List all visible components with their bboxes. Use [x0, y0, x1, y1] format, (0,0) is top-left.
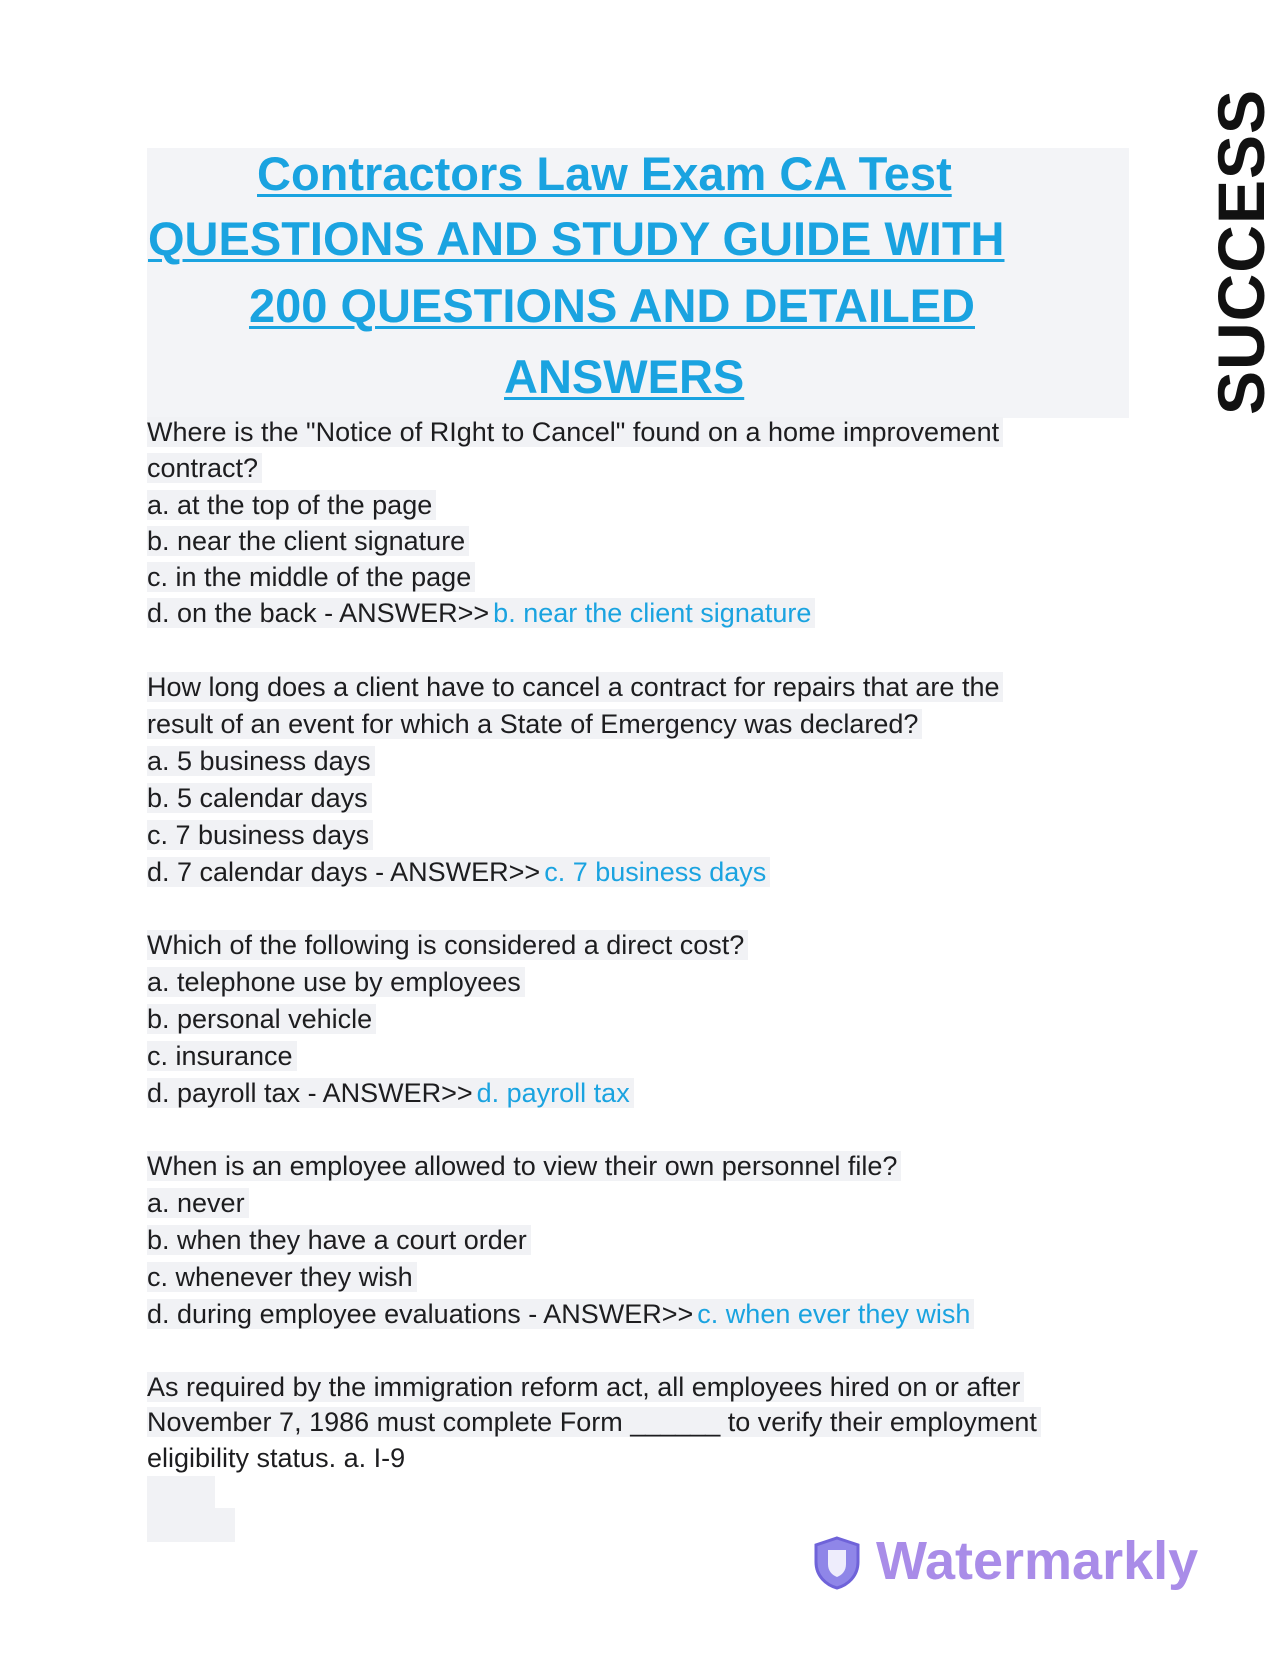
- option-text: d. payroll tax - ANSWER>>: [147, 1078, 477, 1108]
- shield-icon: [812, 1536, 862, 1590]
- question-2-option-d: [147, 854, 770, 890]
- option-text: a. never: [147, 1188, 249, 1218]
- question-1-option-d: [147, 595, 815, 631]
- question-1-option-c: [147, 559, 475, 595]
- option-text: b. personal vehicle: [147, 1004, 376, 1034]
- question-2-option-a: [147, 743, 375, 779]
- question-text: As required by the immigration reform act, all employees hired on or after: [147, 1372, 1024, 1402]
- question-4-option-a: [147, 1185, 249, 1221]
- question-1-option-b: [147, 523, 469, 559]
- question-1-prompt-line-2: [147, 450, 262, 486]
- side-label-text: SUCCESS: [1204, 88, 1278, 416]
- document-title-line-3: 200 QUESTIONS AND DETAILED: [249, 279, 975, 332]
- question-5-prompt-line-1: [147, 1369, 1024, 1405]
- question-3-option-b: [147, 1001, 376, 1037]
- question-text: How long does a client have to cancel a contract for repairs that are the: [147, 672, 1003, 702]
- question-text: result of an event for which a State of Emergency was declared?: [147, 709, 922, 739]
- option-text: a. at the top of the page: [147, 490, 436, 520]
- option-text: a. 5 business days: [147, 746, 375, 776]
- option-text: d. during employee evaluations - ANSWER>>: [147, 1299, 697, 1329]
- document-title-line-1: Contractors Law Exam CA Test: [257, 147, 952, 200]
- question-2-prompt-line-1: [147, 669, 1003, 705]
- document-title-line-2: QUESTIONS AND STUDY GUIDE WITH: [148, 212, 1005, 265]
- question-3-option-a: [147, 964, 525, 1000]
- watermark-text: Watermarkly: [876, 1531, 1199, 1591]
- question-3-option-c: [147, 1038, 297, 1074]
- question-1-option-a: [147, 487, 436, 523]
- option-text: b. when they have a court order: [147, 1225, 531, 1255]
- answer-text: d. payroll tax: [477, 1078, 634, 1108]
- question-4-option-d: [147, 1296, 974, 1332]
- question-1-prompt-line-1: [147, 414, 1003, 450]
- question-4-prompt-line-1: [147, 1148, 901, 1184]
- highlight-remnant: [147, 1508, 235, 1542]
- highlight-remnant: [147, 1476, 215, 1508]
- side-label: [1204, 88, 1278, 416]
- document-title-line-4: ANSWERS: [504, 350, 745, 403]
- option-text: b. 5 calendar days: [147, 783, 372, 813]
- option-text: c. 7 business days: [147, 820, 373, 850]
- option-text: c. in the middle of the page: [147, 562, 475, 592]
- question-2-prompt-line-2: [147, 706, 922, 742]
- question-5-prompt-line-3: [147, 1440, 405, 1476]
- question-text: When is an employee allowed to view their own personnel file?: [147, 1151, 901, 1181]
- answer-text: c. when ever they wish: [697, 1299, 974, 1329]
- question-4-option-c: [147, 1259, 417, 1295]
- option-text: a. telephone use by employees: [147, 967, 525, 997]
- question-text: contract?: [147, 453, 262, 483]
- option-text: d. 7 calendar days - ANSWER>>: [147, 857, 544, 887]
- option-text: c. whenever they wish: [147, 1262, 417, 1292]
- question-4-option-b: [147, 1222, 531, 1258]
- option-text: d. on the back - ANSWER>>: [147, 598, 493, 628]
- option-text: c. insurance: [147, 1041, 297, 1071]
- watermark: [812, 1530, 1222, 1600]
- question-text: Which of the following is considered a direct cost?: [147, 930, 748, 960]
- question-2-option-c: [147, 817, 373, 853]
- question-text: November 7, 1986 must complete Form ______ to verify their employment: [147, 1407, 1041, 1437]
- question-3-prompt-line-1: [147, 927, 748, 963]
- question-2-option-b: [147, 780, 372, 816]
- question-3-option-d: [147, 1075, 634, 1111]
- question-text: Where is the "Notice of RIght to Cancel" found on a home improvement: [147, 417, 1003, 447]
- question-5-prompt-line-2: [147, 1404, 1041, 1440]
- answer-text: b. near the client signature: [493, 598, 815, 628]
- question-text: eligibility status. a. I-9: [147, 1443, 406, 1473]
- answer-text: c. 7 business days: [544, 857, 770, 887]
- option-text: b. near the client signature: [147, 526, 469, 556]
